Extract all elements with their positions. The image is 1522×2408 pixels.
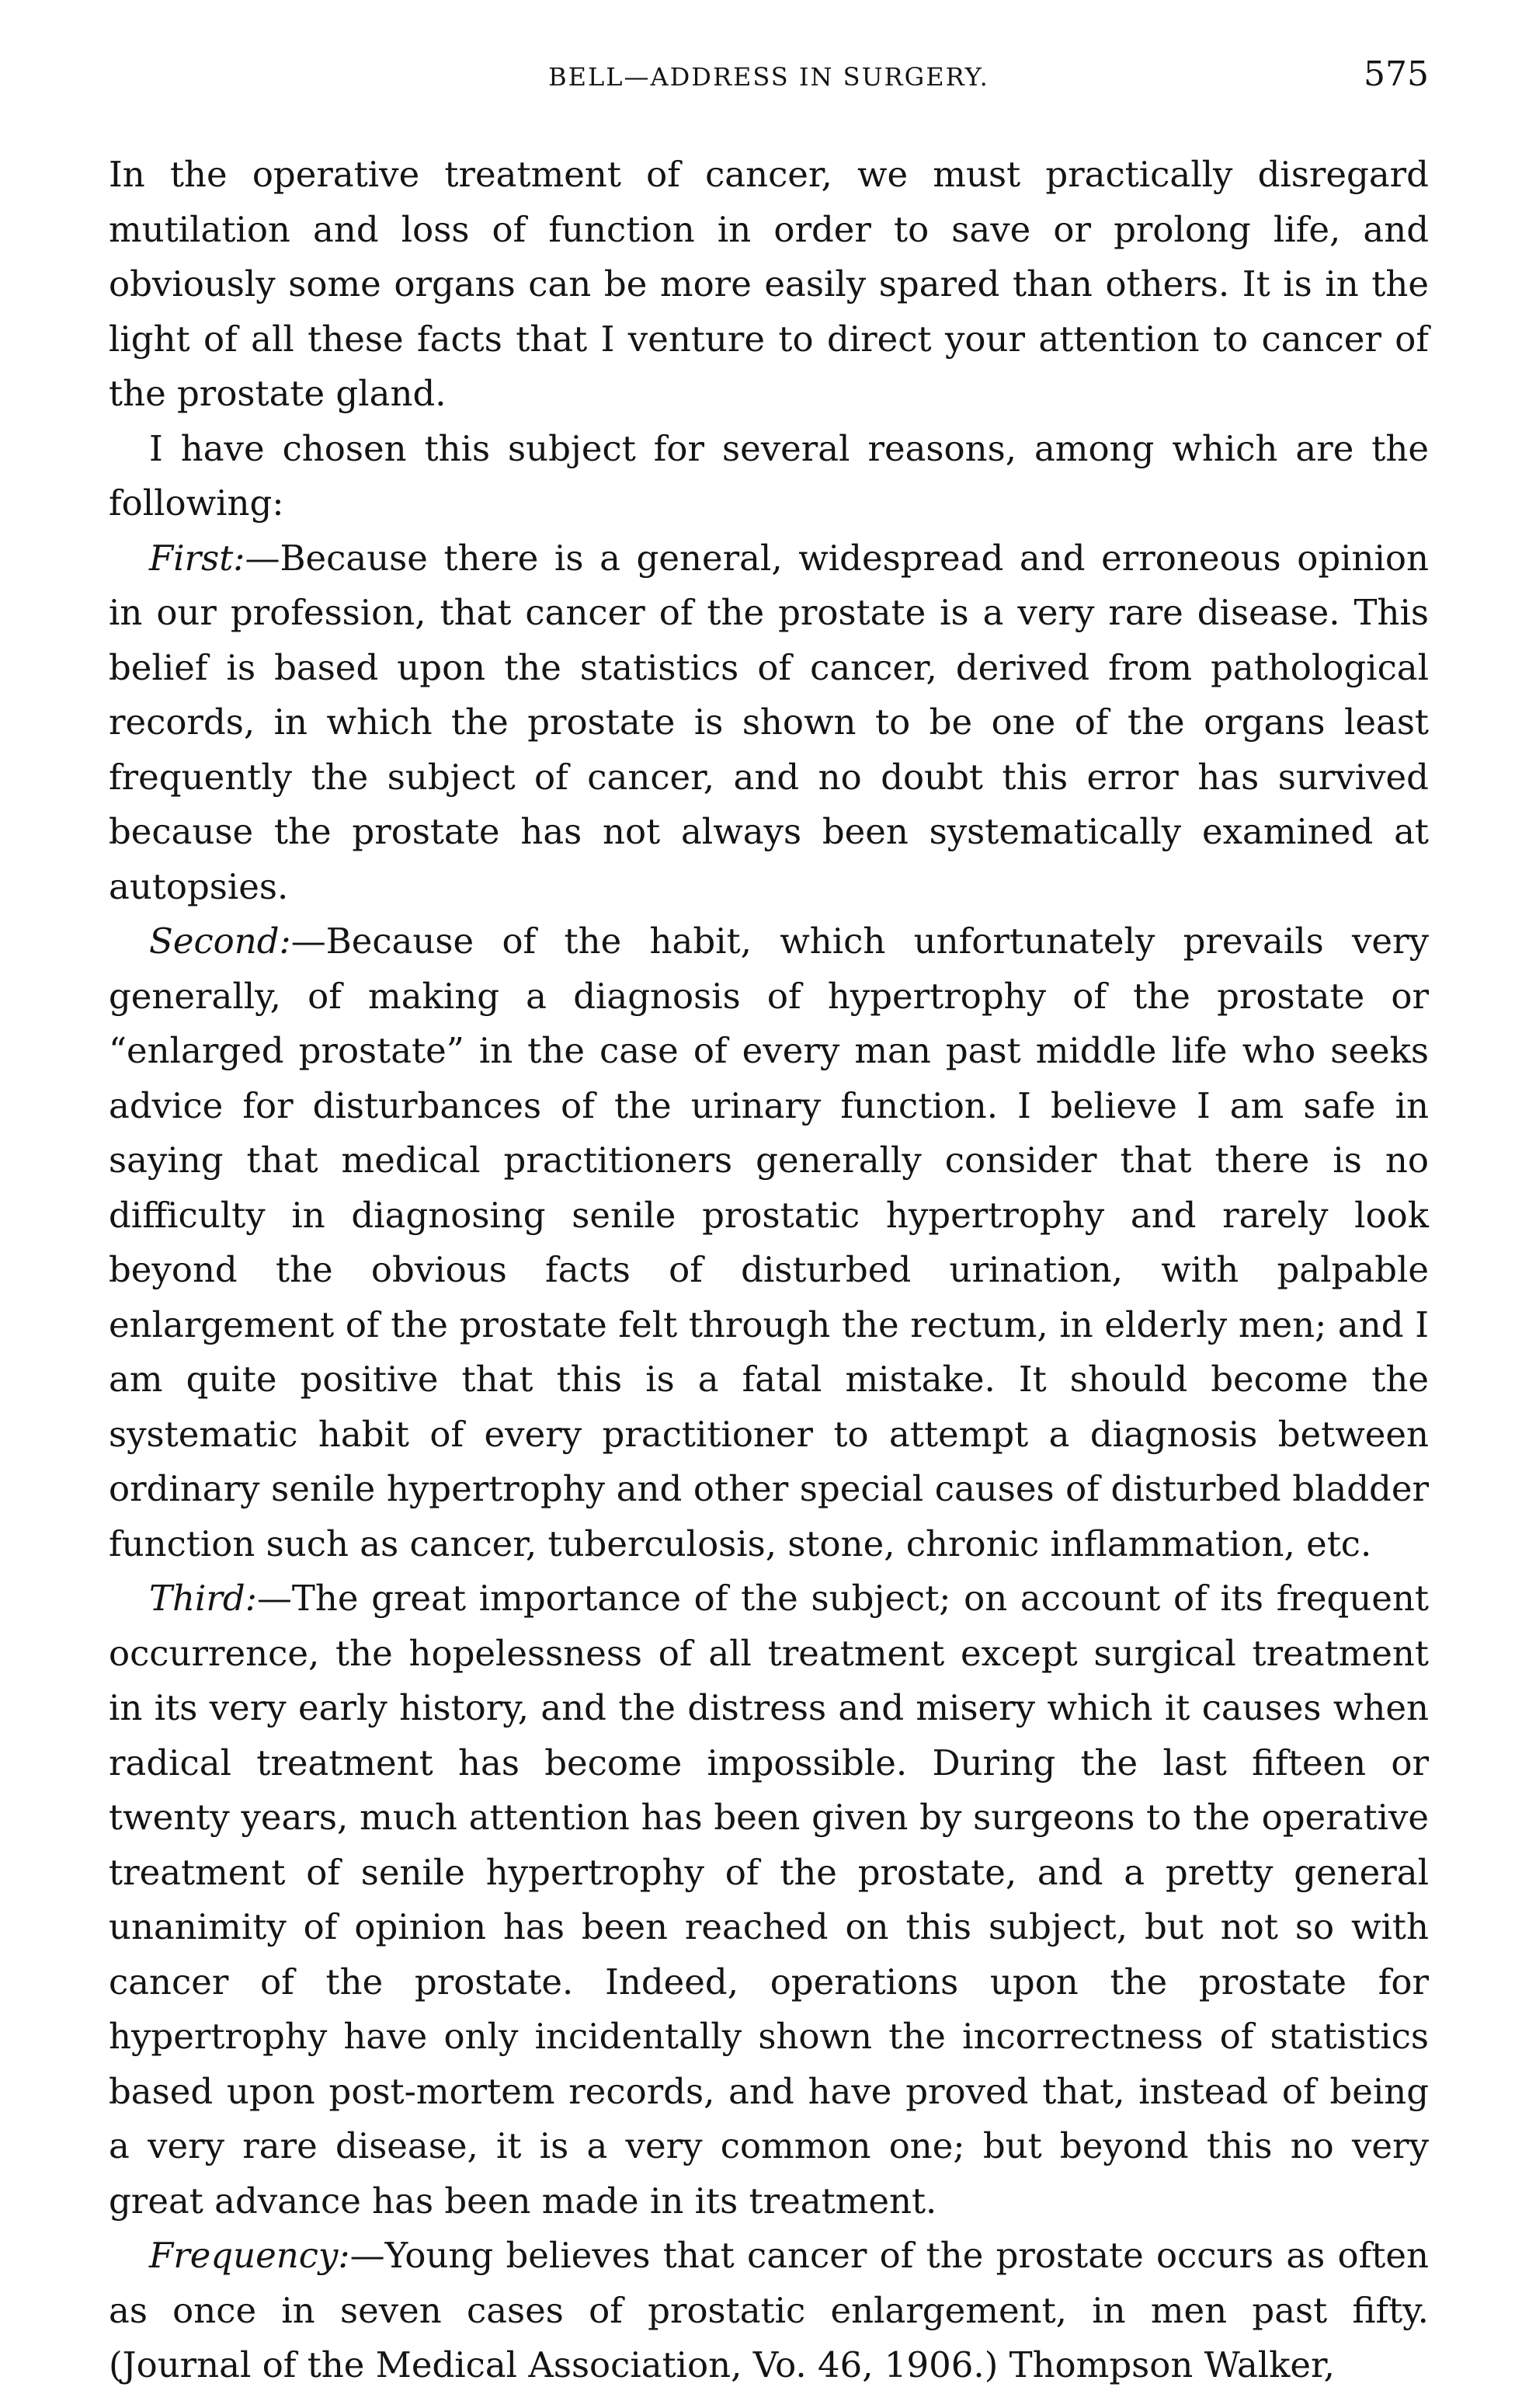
running-head-title: BELL—ADDRESS IN SURGERY. — [548, 62, 989, 92]
paragraph-text: —The great importance of the subject; on account of its frequent occurrence, the hopelessness of all treatment except surgical treatment in its very early history, and the distress and misery which it causes when radical treatment has become impossible. During the last fifteen or twenty years, much attention has been given by surgeons to the operative treatment of senile hypertrophy of the prostate, and a pretty general unanimity of opinion has been reached on this subject, but not so with cancer of the prostate. Indeed, operations upon the prostate for hypertrophy have only incidentally shown the incorrectness of statistics based upon post-mortem records, and have proved that, instead of being a very rare disease, it is a very common one; but beyond this no very great advance has been made in its treatment. — [109, 1578, 1429, 2222]
paragraph-lead: First: — [149, 537, 245, 579]
page-number: 575 — [1364, 54, 1429, 94]
running-head — [109, 54, 1429, 117]
paragraph-lead: Frequency: — [149, 2235, 350, 2276]
paragraph-text: —Young believes that cancer of the prostate occurs as often as once in seven cases of prostatic enlargement, in men past fifty. (Journal of the Medical Association, Vo. 46, 1906.) Thompson Walker, — [109, 2235, 1429, 2385]
paragraph-frequency — [109, 2229, 1429, 2393]
paragraph-third — [109, 1571, 1429, 2229]
paragraph-text: —Because there is a general, widespread and erroneous opinion in our profession, that cancer of the prostate is a very rare disease. This belief is based upon the statistics of cancer, derived from pathological records, in which the prostate is shown to be one of the organs least frequently the subject of cancer, and no doubt this error has survived because the prostate has not always been systematically examined at autopsies. — [109, 537, 1429, 907]
paragraph-first — [109, 531, 1429, 915]
paragraph-second — [109, 914, 1429, 1571]
paragraph-intro — [109, 148, 1429, 422]
paragraph-lead: Third: — [149, 1578, 257, 1619]
body-text — [109, 148, 1429, 2393]
paragraph-text: In the operative treatment of cancer, we must practically disregard mutilation and loss of function in order to save or prolong life, and obviously some organs can be more easily spared than others. It is in the light of all these facts that I venture to direct your attention to cancer of the prostate gland. — [109, 154, 1429, 414]
paragraph-lead: Second: — [149, 920, 291, 962]
paragraph-text: I have chosen this subject for several reasons, among which are the following: — [109, 427, 1429, 524]
paragraph-text: —Because of the habit, which unfortunately prevails very generally, of making a diagnosis of hypertrophy of the prostate or “enlarged prostate” in the case of every man past middle life who seeks advice for disturbances of the urinary function. I believe I am safe in saying that medical practitioners generally consider that there is no difficulty in diagnosing senile prostatic hypertrophy and rarely look beyond the obvious facts of disturbed urination, with palpable enlargement of the prostate felt through the rectum, in elderly men; and I am quite positive that this is a fatal mistake. It should become the systematic habit of every practitioner to attempt a diagnosis between ordinary senile hypertrophy and other special causes of disturbed bladder function such as cancer, tuberculosis, stone, chronic inflammation, etc. — [109, 920, 1429, 1564]
book-page — [109, 54, 1429, 2385]
paragraph-reasons — [109, 422, 1429, 531]
